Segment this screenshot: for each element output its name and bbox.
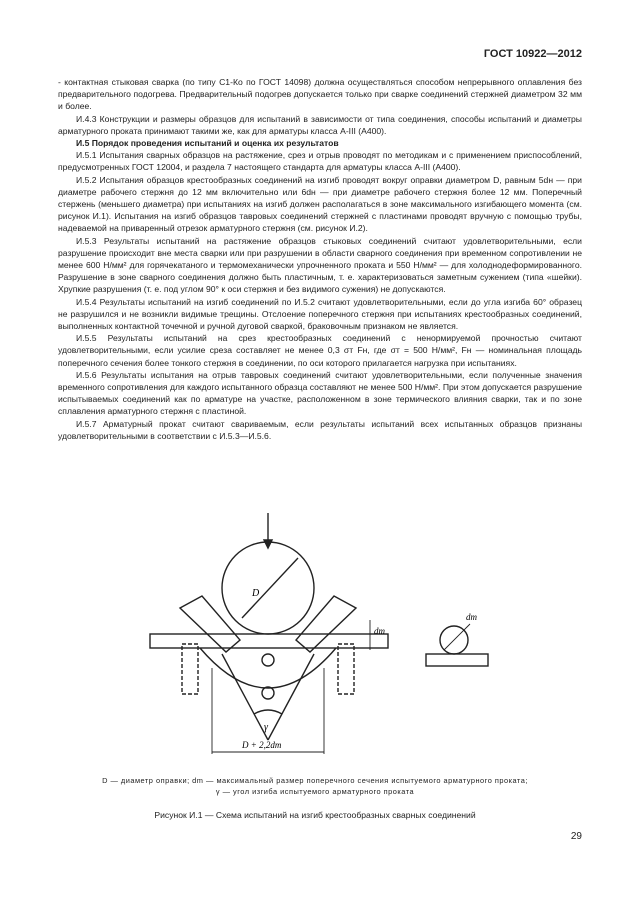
legend-line: γ — угол изгиба испытуемого арматурного проката [215,787,415,796]
paragraph: И.4.3 Конструкции и размеры образцов для испытаний в зависимости от типа соединения, способы испытаний и диаметры арматурного проката принимают такими же, как для арматуры класса А-III (А400). [58,113,582,136]
standard-id-header: ГОСТ 10922—2012 [483,48,582,60]
dm-detail-label: dm [466,612,477,622]
paragraph: И.5.1 Испытания сварных образцов на растяжение, срез и отрыв проводят по методикам и с применением приспособлений, предусмотренных ГОСТ 12004, и раздела 7 настоящего стандарта для арматуры класса А-III (А400). [58,150,582,173]
transverse-bar-top [262,654,274,666]
figure-legend [70,775,560,797]
dm-side-label: dm [374,626,385,636]
paragraph: И.5.5 Результаты испытаний на срез крестообразных соединений с ненормируемой прочностью считают удовлетворительными, если усилие среза составляет не менее 0,3 σт Fн, где σт = 500 Н/мм², Fн — номинальная площадь поперечного сечения более тонкого стержня в соединении, по оси которого прилагается нагрузка при испытаниях. [58,333,582,368]
transverse-bar-bottom [262,687,274,699]
paragraph: И.5.7 Арматурный прокат считают свариваемым, если результаты испытаний всех испытанных образцов признаны удовлетворительными в соответствии с И.5.3—И.5.6. [58,418,582,441]
angle-label: γ [264,722,268,733]
angle-arc [254,710,282,714]
page-number: 29 [570,831,582,842]
figure-caption: Рисунок И.1 — Схема испытаний на изгиб крестообразных сварных соединений [154,810,476,820]
paragraph: И.5.6 Результаты испытания на отрыв тавровых соединений считают удовлетворительными, если полученные значения временного сопротивления для каждого испытанного образца составляют не менее 500 Н/мм². При этом допускается разрушение испытываемых соединений как по арматуре на участке, расположенном в зоне термического влияния сварки, так и по зоне сплавления арматурного стержня с пластиной. [58,369,582,417]
load-arrow-head [264,540,272,548]
paragraph: И.5.4 Результаты испытаний на изгиб соединений по И.5.2 считают удовлетворительными, если до угла изгиба 60° образец не разрушился и не возникли видимые трещины. Отслоение поперечного стержня при испытаниях крестообразных соединений, выполненных контактной точечной и ручной дуговой сваркой, браковочным признаком не является. [58,296,582,332]
mandrel-label: D [252,588,260,599]
support-right [338,644,354,694]
bend-test-diagram [130,508,500,772]
detail-plate [426,654,488,666]
mandrel-diameter-line [242,558,298,618]
angle-line-right [268,654,314,740]
paragraph: И.5.2 Испытания образцов крестообразных соединений на изгиб проводят вокруг оправки диаметром D, равным 5dн — при диаметре рабочего стержня до 12 мм включительно или 6dн — при диаметре рабочего стержня более 12 мм. Поперечный стержень (меньшего диаметра) при испытаниях на изгиб должен располагаться в зоне максимального изгибающего момента (см. рисунок И.1). Испытания на изгиб образцов тавровых соединений стержней с пластинами проводят вручную с помощью трубы, надеваемой на приваренный отрезок арматурного стержня (см. рисунок И.2). [58,174,582,234]
paragraph: - контактная стыковая сварка (по типу С1-Ко по ГОСТ 14098) должна осуществляться способом непрерывного оплавления без предварительного подогрева. Предварительный подогрев допускается только при сварке соединений стержней диаметром 32 мм и более. [58,77,582,112]
section-heading: И.5 Порядок проведения испытаний и оценка их результатов [76,138,339,149]
specimen-bar [150,634,388,648]
body-text [58,76,582,442]
paragraph: И.5.3 Результаты испытаний на растяжение образцов стыковых соединений считают удовлетворительными, если разрушение происходит вне места сварки или при разрушении в области сварного соединения при временном сопротивлении не менее 600 Н/мм² для горячекатаного и термомеханически упрочненного проката и 550 Н/мм² — для холоднодеформированного. Разрушение в зоне сварного соединения должно быть пластичным, т. е. характеризоваться заметным сужением (типа «шейки). Хрупкие разрушения (т. е. под углом 90° к оси стержня и без видимого сужения) не допускаются. [58,235,582,295]
mandrel-circle [222,542,314,634]
span-label: D + 2,2dm [242,740,282,750]
legend-line: D — диаметр оправки; dm — максимальный размер поперечного сечения испытуемого арматурного проката; [102,776,528,785]
angle-line-left [222,654,268,740]
support-left [182,644,198,694]
